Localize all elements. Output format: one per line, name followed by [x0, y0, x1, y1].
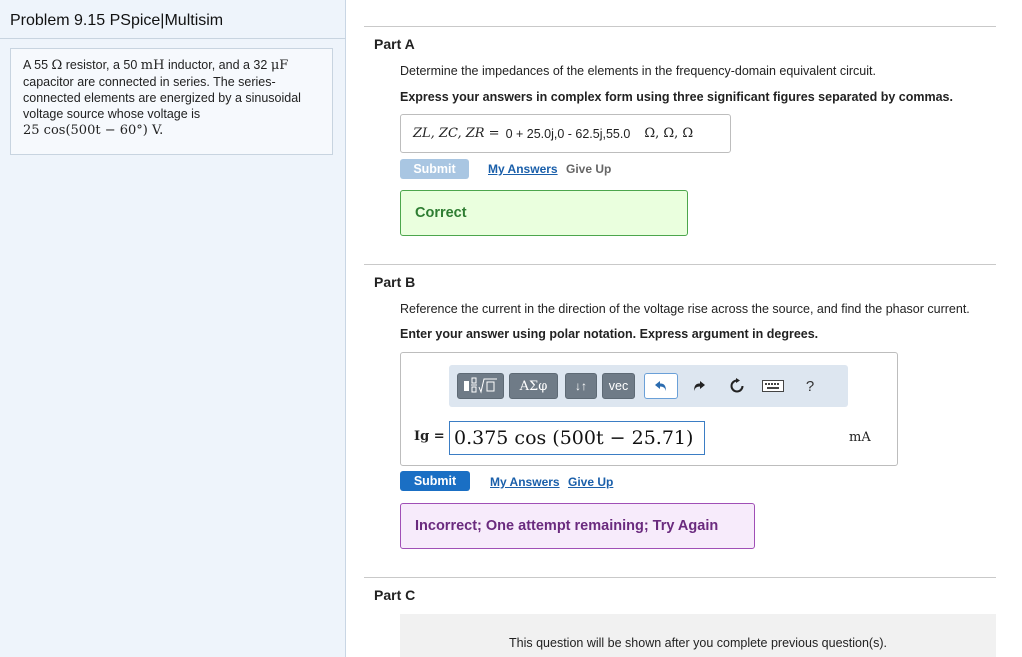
problem-sidebar: [0, 0, 346, 657]
part-a-answer-field[interactable]: [400, 114, 731, 153]
current-units: mA: [849, 430, 871, 445]
statement-text: resistor, a 50: [62, 58, 141, 72]
undo-icon[interactable]: [644, 373, 678, 399]
part-b-answer-input[interactable]: 0.375 cos (500t − 25.71): [449, 421, 705, 455]
mh-unit: mH: [140, 58, 165, 73]
part-b-feedback-incorrect: Incorrect; One attempt remaining; Try Again: [400, 503, 755, 549]
part-b-prompt: Reference the current in the direction of the voltage rise across the source, and find the phasor current.: [400, 302, 970, 316]
part-a-answer-units: Ω, Ω, Ω: [644, 126, 694, 141]
part-a-label: Part A: [374, 36, 415, 52]
problem-title: Problem 9.15 PSpice|Multisim: [10, 12, 224, 29]
math-toolbar: [449, 365, 848, 407]
part-c-locked-message: This question will be shown after you complete previous question(s).: [400, 614, 996, 657]
part-a-submit-button[interactable]: Submit: [400, 159, 469, 179]
reset-icon[interactable]: [723, 373, 751, 399]
part-b-label: Part B: [374, 274, 416, 290]
uf-unit: μF: [270, 58, 289, 73]
statement-text: connected elements are energized by a sinusoidal: [23, 91, 301, 105]
problem-statement: [10, 48, 333, 155]
help-button[interactable]: ?: [805, 377, 815, 395]
statement-text: capacitor are connected in series. The series-: [23, 75, 276, 89]
current-variable-label: Ig =: [414, 429, 445, 444]
part-b-instruction: Enter your answer using polar notation. Express argument in degrees.: [400, 327, 819, 341]
part-c-divider: [364, 577, 996, 578]
part-b-my-answers-link[interactable]: My Answers: [490, 475, 560, 489]
vec-button[interactable]: vec: [602, 373, 635, 399]
source-voltage-expression: 25 cos(500t − 60°) V.: [23, 123, 164, 138]
redo-icon[interactable]: [685, 373, 713, 399]
greek-symbols-button[interactable]: ΑΣφ: [509, 373, 558, 399]
part-a-prompt: Determine the impedances of the elements in the frequency-domain equivalent circuit.: [400, 64, 876, 78]
part-b-give-up-link[interactable]: Give Up: [568, 475, 614, 489]
part-b-answer-editor: [400, 352, 898, 466]
part-a-divider: [364, 26, 996, 27]
part-b-divider: [364, 264, 996, 265]
fraction-sqrt-icon[interactable]: [457, 373, 504, 399]
ohm-symbol: Ω: [51, 58, 63, 73]
subscript-superscript-button[interactable]: ↓↑: [565, 373, 597, 399]
part-c-label: Part C: [374, 587, 416, 603]
keyboard-icon[interactable]: [758, 373, 788, 399]
statement-text: A 55: [23, 58, 52, 72]
part-b-submit-button[interactable]: Submit: [400, 471, 470, 491]
statement-text: voltage source whose voltage is: [23, 107, 201, 121]
statement-text: inductor, and a 32: [164, 58, 271, 72]
part-a-give-up-link[interactable]: Give Up: [566, 162, 612, 176]
part-a-answer-label: ZL, ZC, ZR =: [413, 126, 500, 141]
part-a-feedback-correct: Correct: [400, 190, 688, 236]
divider: [0, 38, 346, 39]
part-a-instruction: Express your answers in complex form using three significant figures separated by commas.: [400, 90, 953, 104]
part-a-my-answers-link[interactable]: My Answers: [488, 162, 558, 176]
part-a-answer-value: 0 + 25.0j,0 - 62.5j,55.0: [505, 126, 631, 141]
